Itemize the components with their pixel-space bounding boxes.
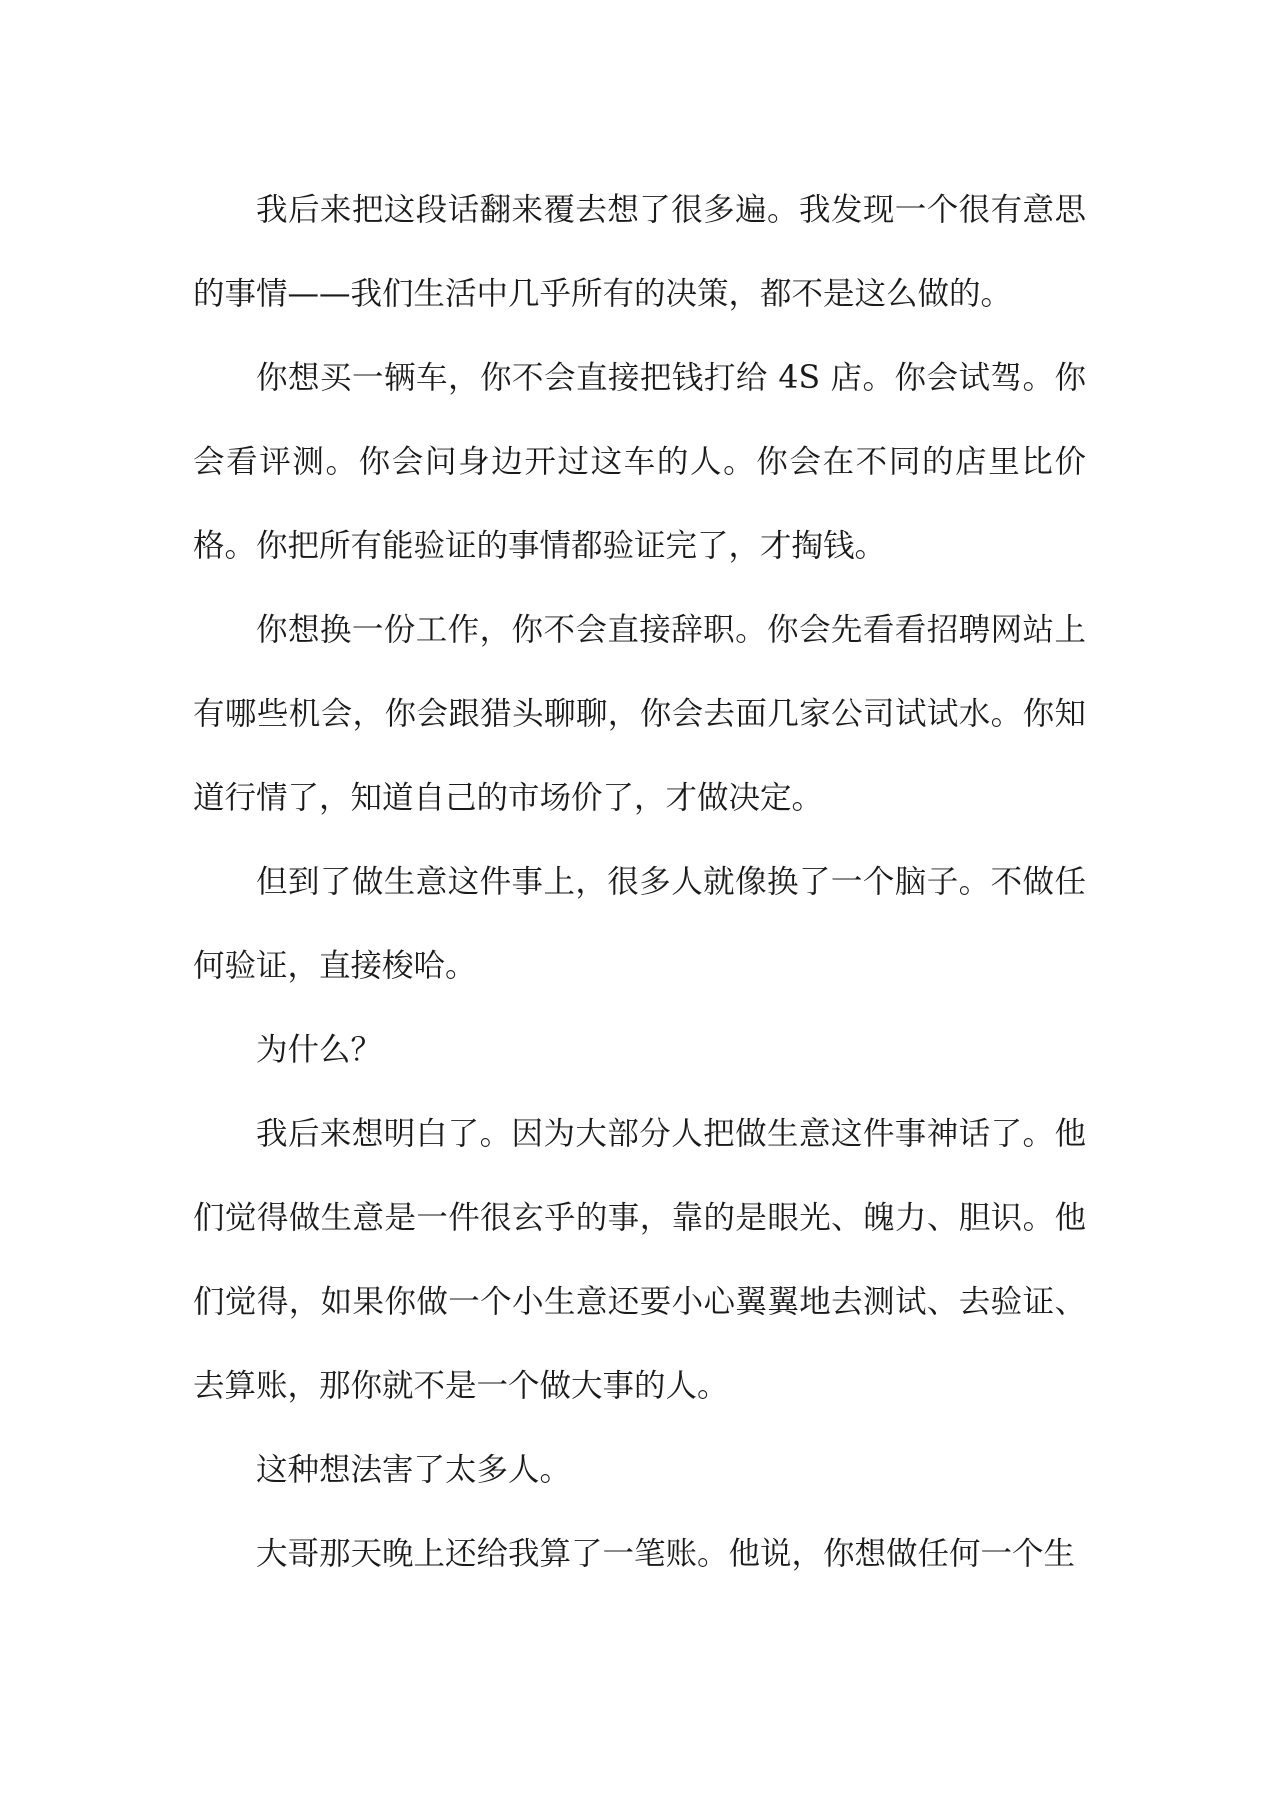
paragraph: 大哥那天晚上还给我算了一笔账。他说，你想做任何一个生 bbox=[256, 1536, 1076, 1572]
paragraph: 这种想法害了太多人。 bbox=[256, 1452, 572, 1488]
paragraph: 我后来想明白了。因为大部分人把做生意这件事神话了。他们觉得做生意是一件很玄乎的事，靠的是眼光、魄力、胆识。他们觉得，如果你做一个小生意还要小心翼翼地去测试、去验证、去算账，那你就不是一个做大事的人。 bbox=[193, 1116, 1086, 1404]
body-text bbox=[193, 168, 1086, 1596]
paragraph: 为什么？ bbox=[256, 1032, 383, 1068]
paragraph: 你想买一辆车，你不会直接把钱打给 4S 店。你会试驾。你会看评测。你会问身边开过这车的人。你会在不同的店里比价格。你把所有能验证的事情都验证完了，才掏钱。 bbox=[193, 360, 1086, 564]
paragraph: 你想换一份工作，你不会直接辞职。你会先看看招聘网站上有哪些机会，你会跟猎头聊聊，你会去面几家公司试试水。你知道行情了，知道自己的市场价了，才做决定。 bbox=[193, 612, 1086, 816]
paragraph: 我后来把这段话翻来覆去想了很多遍。我发现一个很有意思的事情——我们生活中几乎所有的决策，都不是这么做的。 bbox=[193, 192, 1086, 312]
paragraph: 但到了做生意这件事上，很多人就像换了一个脑子。不做任何验证，直接梭哈。 bbox=[193, 864, 1086, 984]
